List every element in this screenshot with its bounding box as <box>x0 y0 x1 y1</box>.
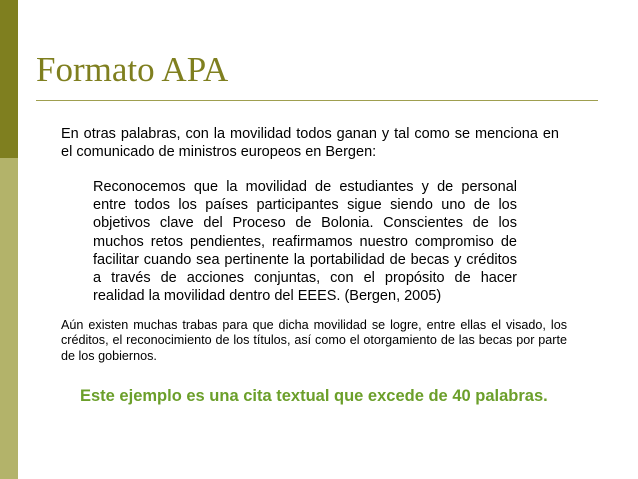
sidebar-accent-light <box>0 158 18 479</box>
example-note: Este ejemplo es una cita textual que excede de 40 palabras. <box>80 387 548 405</box>
title-divider <box>36 100 598 101</box>
comment-paragraph: Aún existen muchas trabas para que dicha movilidad se logre, entre ellas el visado, los créditos, el reconocimiento de los títulos, así como el otorgamiento de las becas por parte de los gobiernos. <box>61 318 567 363</box>
intro-paragraph: En otras palabras, con la movilidad todos ganan y tal como se menciona en el comunicado de ministros europeos en Bergen: <box>61 126 559 160</box>
block-quote: Reconocemos que la movilidad de estudiantes y de personal entre todos los países participantes sigue siendo uno de los objetivos clave del Proceso de Bolonia. Conscientes de los muchos retos pendientes, reafirmamos nuestro compromiso de facilitar cuando sea pertinente la portabilidad de becas y créditos a través de acciones conjuntas, con el propósito de hacer realidad la movilidad dentro del EEES. (Bergen, 2005) <box>93 179 517 305</box>
slide-title: Formato APA <box>36 50 229 89</box>
sidebar-accent-dark <box>0 0 18 158</box>
